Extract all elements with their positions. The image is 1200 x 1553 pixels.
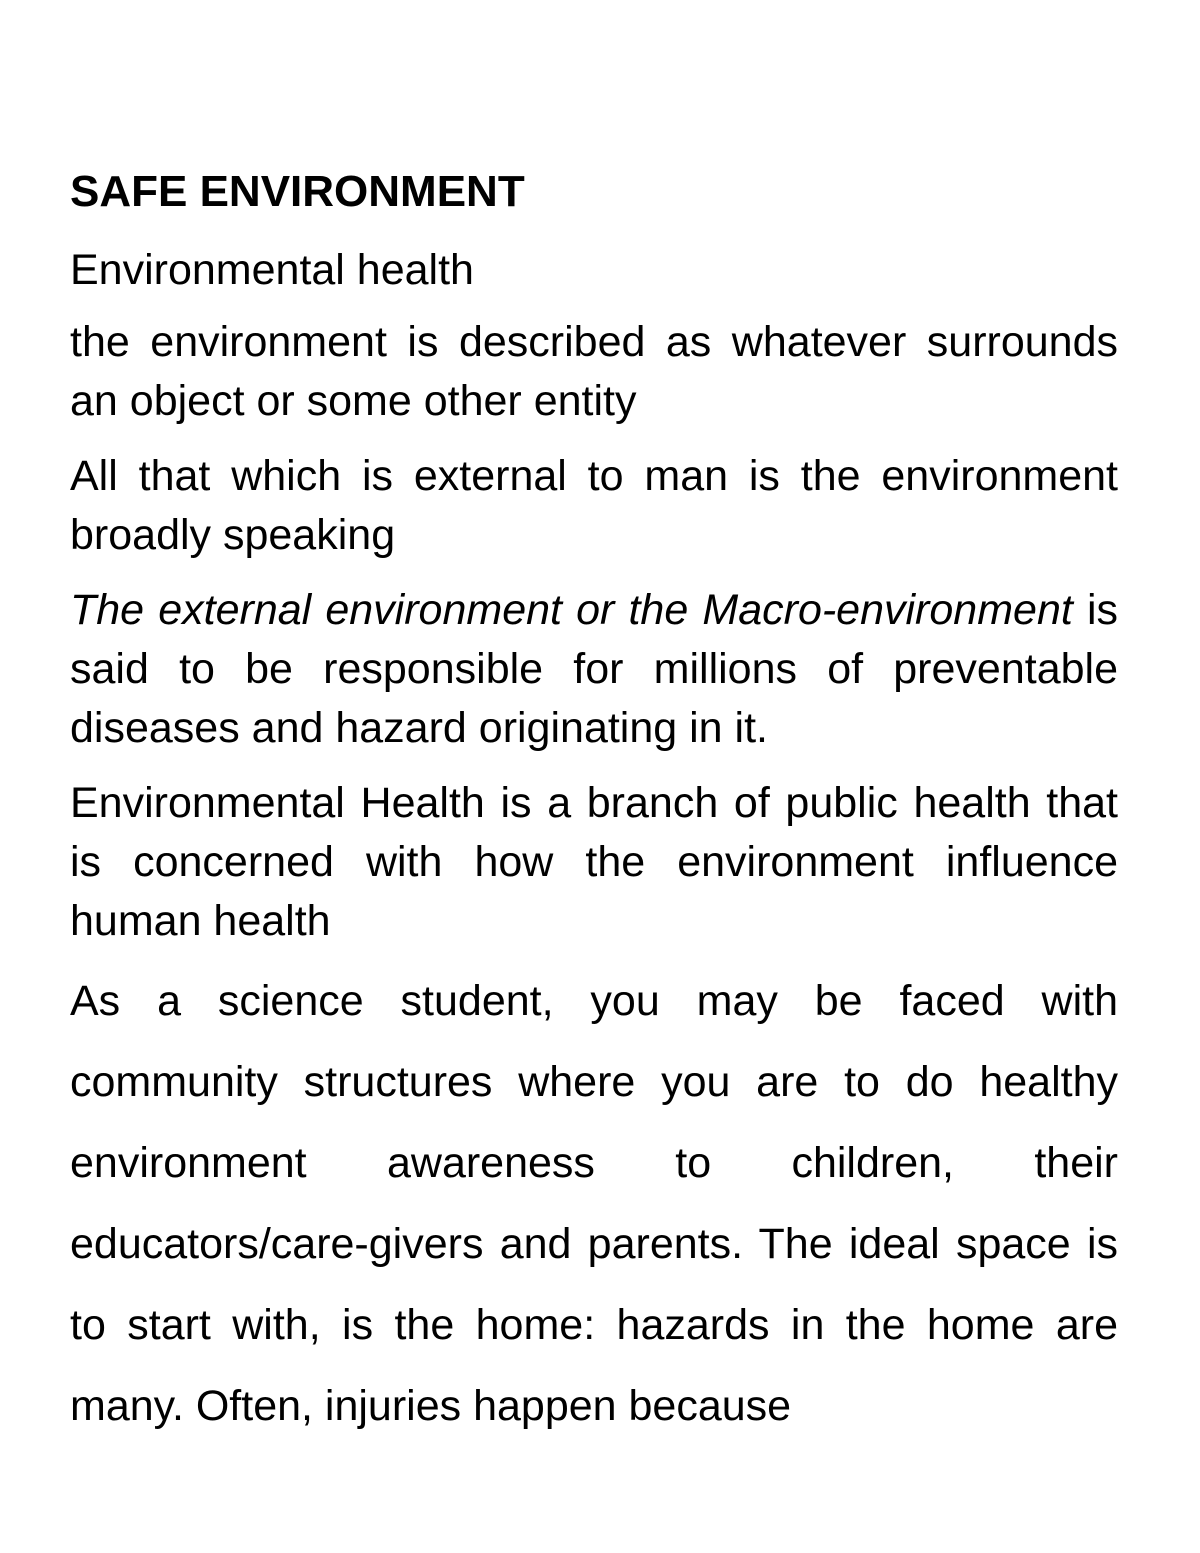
paragraph-environmental-health-definition: Environmental Health is a branch of public health that is concerned with how the environment influence human health (70, 779, 1118, 945)
macro-environment-text: is said to be responsible for millions of preventable diseases and hazard originating in it. (70, 586, 1119, 752)
macro-environment-term: The external environment or the Macro-environment (70, 586, 1073, 634)
document-page (70, 163, 1118, 1463)
section-heading: Environmental health (70, 246, 474, 294)
document-title: SAFE ENVIRONMENT (70, 167, 525, 216)
paragraph-environment-definition: the environment is described as whatever surrounds an object or some other entity (70, 318, 1118, 425)
paragraph-external-to-man: All that which is external to man is the environment broadly speaking (70, 452, 1118, 559)
paragraph-science-student: As a science student, you may be faced with community structures where you are to do healthy environment awareness to children, their educators/care-givers and parents. The ideal space is to start with, is the home: hazards in the home are many. Often, injuries happen because (70, 977, 1118, 1430)
paragraph-macro-environment (70, 581, 1118, 758)
